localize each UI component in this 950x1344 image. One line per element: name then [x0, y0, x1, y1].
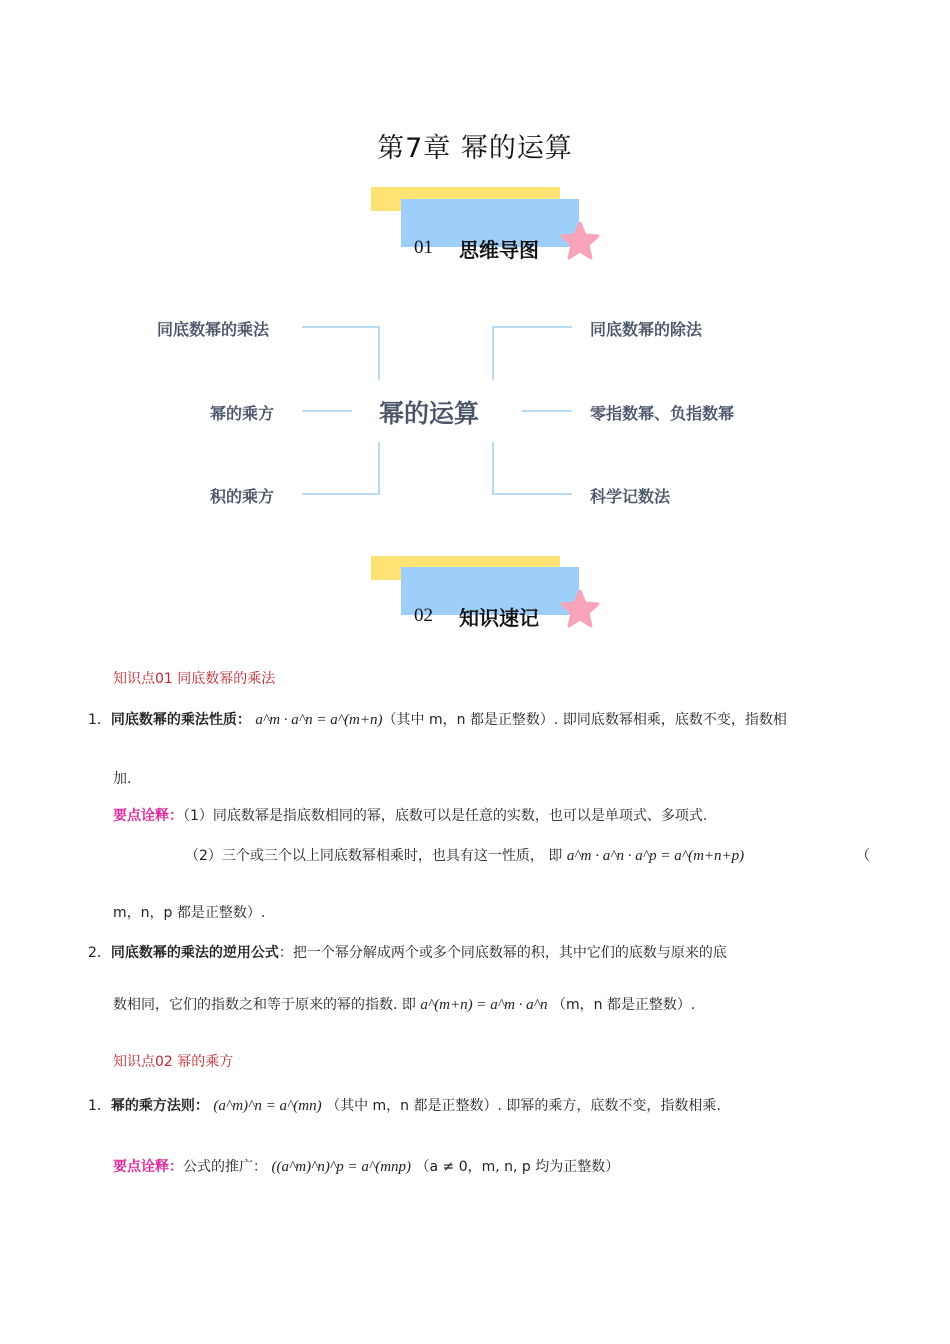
- item-text: （其中 m，n 都是正整数）. 即幂的乘方，底数不变，指数相乘.: [326, 1098, 721, 1114]
- note-text: （2）三个或三个以上同底数幂相乘时，也具有这一性质， 即: [185, 848, 563, 864]
- item-number: 2．: [88, 945, 111, 961]
- item-text: 数相同，它们的指数之和等于原来的幂的指数. 即: [113, 997, 416, 1013]
- mindmap-node-right-3: 科学记数法: [590, 487, 671, 506]
- item-text: （其中 m，n 都是正整数）. 即同底数幂相乘，底数不变，指数相: [382, 712, 787, 728]
- mindmap-lines: [0, 0, 950, 560]
- mindmap-node-right-2: 零指数幂、负指数幂: [590, 404, 735, 423]
- kp2-item1: [88, 1095, 721, 1115]
- item-text: ：把一个幂分解成两个或多个同底数幂的积，其中它们的底数与原来的底: [278, 945, 727, 961]
- formula: a^m · a^n = a^(m+n): [255, 712, 383, 728]
- kp2-note: [113, 1156, 619, 1176]
- note-text: 公式的推广：: [183, 1159, 267, 1175]
- mindmap-node-left-1: 同底数幂的乘法: [157, 320, 270, 339]
- section-title: 思维导图: [459, 238, 539, 262]
- item-label: 同底数幂的乘法的逆用公式: [110, 945, 279, 961]
- mindmap-node-right-1: 同底数幂的除法: [590, 320, 703, 339]
- kp1-note2: [185, 845, 744, 865]
- mindmap-node-left-2: 幂的乘方: [210, 404, 275, 423]
- section-number: 02: [414, 605, 433, 626]
- formula: ((a^m)^n)^p = a^(mnp): [271, 1159, 412, 1175]
- kp1-note1: [113, 805, 707, 825]
- section-title: 知识速记: [459, 606, 539, 630]
- section-number: 01: [414, 237, 433, 258]
- note-label: 要点诠释：: [113, 808, 183, 824]
- kp1-item2-continuation: [113, 994, 695, 1014]
- item-number: 1．: [88, 1098, 111, 1114]
- item-label: 同底数幂的乘法性质：: [110, 712, 251, 728]
- star-icon: [560, 590, 600, 628]
- formula: (a^m)^n = a^(mn): [213, 1098, 322, 1114]
- knowledge-point-heading: 知识点01 同底数幂的乘法: [113, 671, 276, 687]
- formula: a^m · a^n · a^p = a^(m+n+p): [566, 848, 745, 864]
- note-tail: （a ≠ 0，m, n, p 均为正整数）: [415, 1159, 620, 1175]
- knowledge-point-heading: 知识点02 幂的乘方: [113, 1054, 234, 1070]
- mindmap-node-left-3: 积的乘方: [210, 487, 275, 506]
- kp1-item1: [88, 709, 787, 729]
- kp1-note2-continuation: m，n，p 都是正整数）.: [113, 905, 266, 921]
- formula: a^(m+n) = a^m · a^n: [420, 997, 548, 1013]
- item-label: 幂的乘方法则：: [110, 1098, 209, 1114]
- note-text: （1）同底数幂是指底数相同的幂，底数可以是任意的实数，也可以是单项式、多项式.: [183, 808, 708, 824]
- item-text: （m，n 都是正整数）.: [551, 997, 696, 1013]
- kp1-item1-continuation: 加.: [113, 771, 132, 787]
- item-number: 1．: [88, 712, 111, 728]
- note-bracket: （: [856, 848, 870, 864]
- page-title: 第7章 幂的运算: [377, 133, 573, 164]
- note-label: 要点诠释：: [113, 1159, 183, 1175]
- kp1-item2: [88, 942, 727, 962]
- mindmap-center: 幂的运算: [379, 399, 480, 428]
